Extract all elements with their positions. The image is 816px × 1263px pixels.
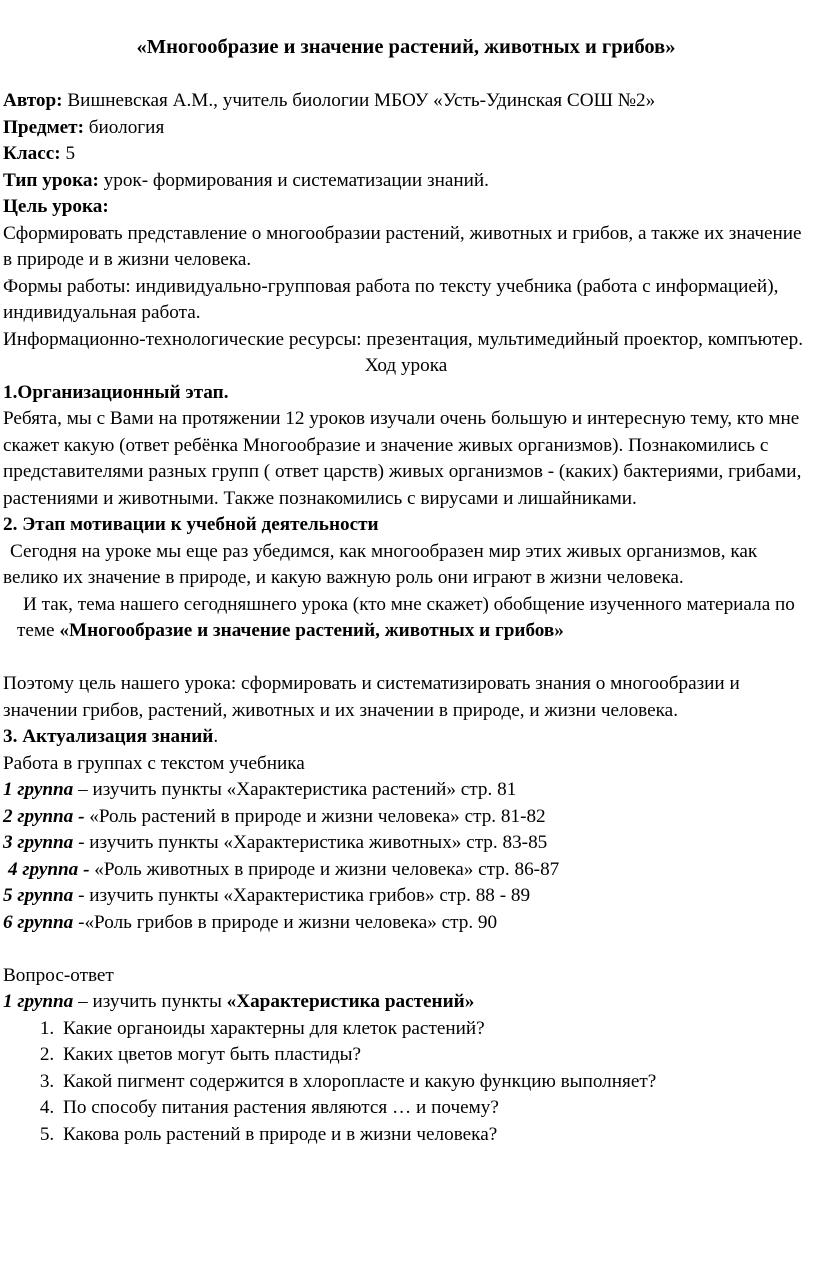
class-line (3, 141, 809, 168)
group-task: «Роль растений в природе и жизни человека» стр. 81-82 (84, 805, 546, 827)
author-value: Вишневская А.М., учитель биологии МБОУ «Усть-Удинская СОШ №2» (67, 90, 656, 111)
stage2-paragraph-3: Поэтому цель нашего урока: сформировать и систематизировать знания о многообразии и значении грибов, растений, животных и их значении в природе, и жизни человека. (3, 673, 740, 721)
qa-group-label: 1 группа (3, 991, 74, 1012)
question-item: 4. По способу питания растения являются … и почему? (59, 1095, 809, 1122)
topic-title: «Многообразие и значение растений, животных и грибов» (59, 620, 564, 641)
qa-group-topic: «Характеристика растений» (226, 991, 475, 1012)
group-label: 4 группа - (8, 858, 90, 880)
question-item: 2. Каких цветов могут быть пластиды? (59, 1042, 809, 1069)
group-label: 1 группа (3, 779, 74, 800)
lesson-type-line (3, 168, 809, 195)
author-label: Автор: (3, 90, 63, 111)
group-line-6 (3, 910, 809, 937)
course-heading: Ход урока (364, 355, 448, 376)
group-task: «Роль животных в природе и жизни человека» стр. 86-87 (89, 858, 560, 880)
group-label: 3 группа (3, 832, 74, 853)
resources-text: Информационно-технологические ресурсы: презентация, мультимедийный проектор, компъютер. (3, 328, 804, 350)
blank-line (3, 936, 809, 963)
stage1-text: Ребята, мы с Вами на протяжении 12 уроков изучали очень большую и интересную тему, кто мне скажет какую (ответ ребёнка Многообразие и значение живых организмов). Познакомились с представителями разных групп ( ответ царств) живых организмов - (каких) бактериями, грибами, растениями и животными. Также познакомились с вирусами и лишайниками. (3, 408, 802, 509)
blank-line (3, 645, 809, 672)
group-task: – изучить пункты «Характеристика растений» стр. 81 (73, 779, 517, 800)
subject-label: Предмет: (3, 116, 84, 138)
group-task: - изучить пункты «Характеристика грибов» стр. 88 - 89 (73, 885, 531, 906)
group-task: - изучить пункты «Характеристика животных» стр. 83-85 (73, 832, 548, 853)
document-title: «Многообразие и значение растений, животных и грибов» (136, 36, 676, 58)
group-line-1 (3, 777, 809, 804)
stage2-heading-text: 2. Этап мотивации к учебной деятельности (3, 514, 379, 535)
question-list (3, 1016, 809, 1149)
subject-line (3, 115, 809, 142)
class-label: Класс: (3, 143, 61, 164)
stage3-heading-text: 3. Актуализация знаний (3, 726, 214, 747)
lesson-type-value: урок- формирования и систематизации знаний. (103, 169, 489, 191)
stage1-heading-text: 1.Организационный этап. (3, 381, 229, 403)
question-item: 3. Какой пигмент содержится в хлоропласте и какую функцию выполняет? (59, 1069, 809, 1096)
group-task: -«Роль грибов в природе и жизни человека» стр. 90 (73, 911, 498, 933)
stage1-heading (3, 380, 809, 407)
group-label: 6 группа (3, 911, 74, 933)
stage2-paragraph-2 (3, 592, 809, 645)
goal-label: Цель урока: (3, 196, 109, 217)
stage2-paragraph-1: Сегодня на уроке мы еще раз убедимся, как многообразен мир этих живых организмов, как велико их значение в природе, и какую важную роль они играют в жизни человека. (3, 540, 758, 588)
qa-group-line (3, 989, 809, 1016)
author-line (3, 88, 809, 115)
topic-prefix: И так, тема нашего сегодняшнего урока (кто мне скажет) обобщение изученного материала по теме (17, 593, 795, 641)
stage3-intro: Работа в группах с текстом учебника (3, 752, 305, 774)
qa-group-text: – изучить пункты (73, 991, 227, 1012)
lesson-type-label: Тип урока: (3, 169, 99, 191)
subject-value: биология (88, 116, 165, 138)
question-item: 5. Какова роль растений в природе и в жизни человека? (59, 1122, 809, 1149)
group-line-4 (3, 857, 809, 884)
group-label: 2 группа - (3, 805, 85, 827)
group-line-2 (3, 804, 809, 831)
qa-heading: Вопрос-ответ (3, 964, 114, 986)
stage2-heading (3, 512, 809, 539)
goal-text: Сформировать представление о многообразии растений, животных и грибов, а также их значение в природе и в жизни человека. (3, 222, 802, 270)
document-page (3, 33, 809, 1148)
group-line-5 (3, 883, 809, 910)
group-label: 5 группа (3, 885, 74, 906)
class-value: 5 (65, 143, 76, 164)
forms-text: Формы работы: индивидуально-групповая работа по тексту учебника (работа с информацией), индивидуальная работа. (3, 275, 779, 323)
goal-heading (3, 194, 809, 221)
question-item: 1. Какие органоиды характерны для клеток растений? (59, 1016, 809, 1043)
stage3-heading: 3. Актуализация знаний. (3, 726, 219, 747)
group-line-3 (3, 830, 809, 857)
